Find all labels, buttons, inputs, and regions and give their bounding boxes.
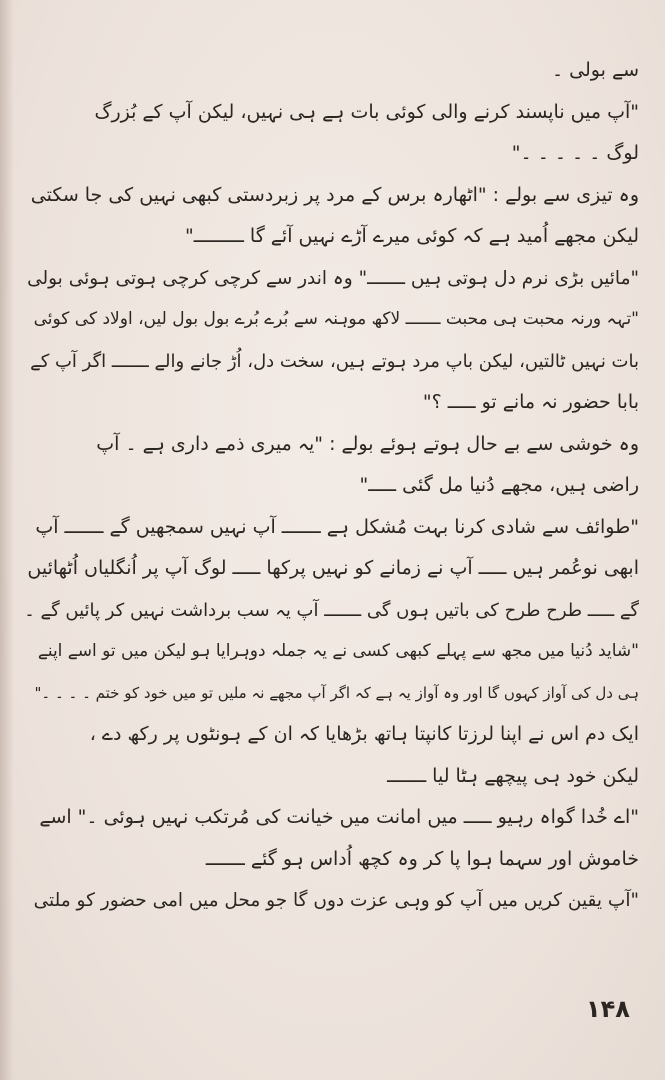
text-line: لوگ ۔ ۔ ۔ ۔ ۔" — [511, 142, 639, 164]
text-line: راضی ہیں، مجھے دُنیا مل گئی ـــــ" — [359, 474, 639, 496]
page-text — [22, 50, 639, 922]
text-line: "مائیں بڑی نرم دل ہوتی ہیں ـــــــ" وہ اندر سے کرچی کرچی ہوتی ہوئی بولی — [27, 267, 639, 289]
text-line: "شاید دُنیا میں مجھ سے پہلے کبھی کسی نے یہ جملہ دوہرایا ہو لیکن میں تو اسے اپنے — [37, 641, 639, 661]
text-line: ایک دم اس نے اپنا لرزتا کانپتا ہاتھ بڑھایا کہ ان کے ہونٹوں پر رکھ دے ، — [89, 723, 639, 745]
page-spine-shadow — [0, 0, 14, 1080]
text-line: بات نہیں ٹالتیں، لیکن باپ مرد ہوتے ہیں، سخت دل، اُڑ جانے والے ـــــــ اگر آپ کے — [30, 350, 639, 372]
text-line: "آپ میں ناپسند کرنے والی کوئی بات ہے ہی نہیں، لیکن آپ کے بُزرگ — [94, 100, 639, 123]
page-number: ۱۴۸ — [586, 995, 630, 1023]
text-line: سے بولی ۔ — [552, 59, 639, 81]
text-line: گے ـــــ طرح طرح کی باتیں ہوں گی ـــــــ آپ یہ سب برداشت نہیں کر پائیں گے ۔ — [24, 599, 639, 621]
text-line: وہ تیزی سے بولے : "اٹھارہ برس کے مرد پر زبردستی کبھی نہیں کی جا سکتی — [30, 183, 639, 206]
text-line: "طوائف سے شادی کرنا بہت مُشکل ہے ـــــــ آپ نہیں سمجھیں گے ـــــــ آپ — [35, 515, 639, 538]
text-line: لیکن خود ہی پیچھے ہٹا لیا ـــــــ — [387, 764, 639, 787]
text-line: "تہہ ورنہ محبت ہی محبت ـــــــ لاکھ موہنہ سے بُرے بُرے بول بول لیں، اولاد کی کوئی — [33, 309, 639, 329]
text-line: ہی دل کی آواز کہوں گا اور وہ آواز یہ ہے کہ اگر آپ مجھے نہ ملیں تو میں خود کو ختم ۔ ۔ ۔ ۔" — [34, 683, 639, 702]
text-line: خاموش اور سہما ہوا پا کر وہ کچھ اُداس ہو گئے ـــــــ — [205, 847, 639, 870]
text-line: لیکن مجھے اُمید ہے کہ کوئی میرے آڑے نہیں آئے گا ـــــــــ" — [185, 225, 639, 247]
text-line: وہ خوشی سے بے حال ہوتے ہوئے بولے : "یہ میری ذمے داری ہے ۔ آپ — [96, 432, 639, 455]
text-line: ابھی نوعُمر ہیں ـــــ آپ نے زمانے کو نہیں پرکھا ـــــ لوگ آپ پر اُنگلیاں اُٹھائیں — [27, 557, 639, 579]
text-line: "اے خُدا گواہ رہیو ـــــ میں امانت میں خیانت کی مُرتکب نہیں ہوئی ۔" اسے — [39, 806, 639, 828]
text-line: "آپ یقین کریں میں آپ کو وہی عزت دوں گا جو محل میں امی حضور کو ملتی — [33, 890, 639, 911]
text-line: بابا حضور نہ مانے تو ـــــ ؟" — [422, 391, 639, 413]
